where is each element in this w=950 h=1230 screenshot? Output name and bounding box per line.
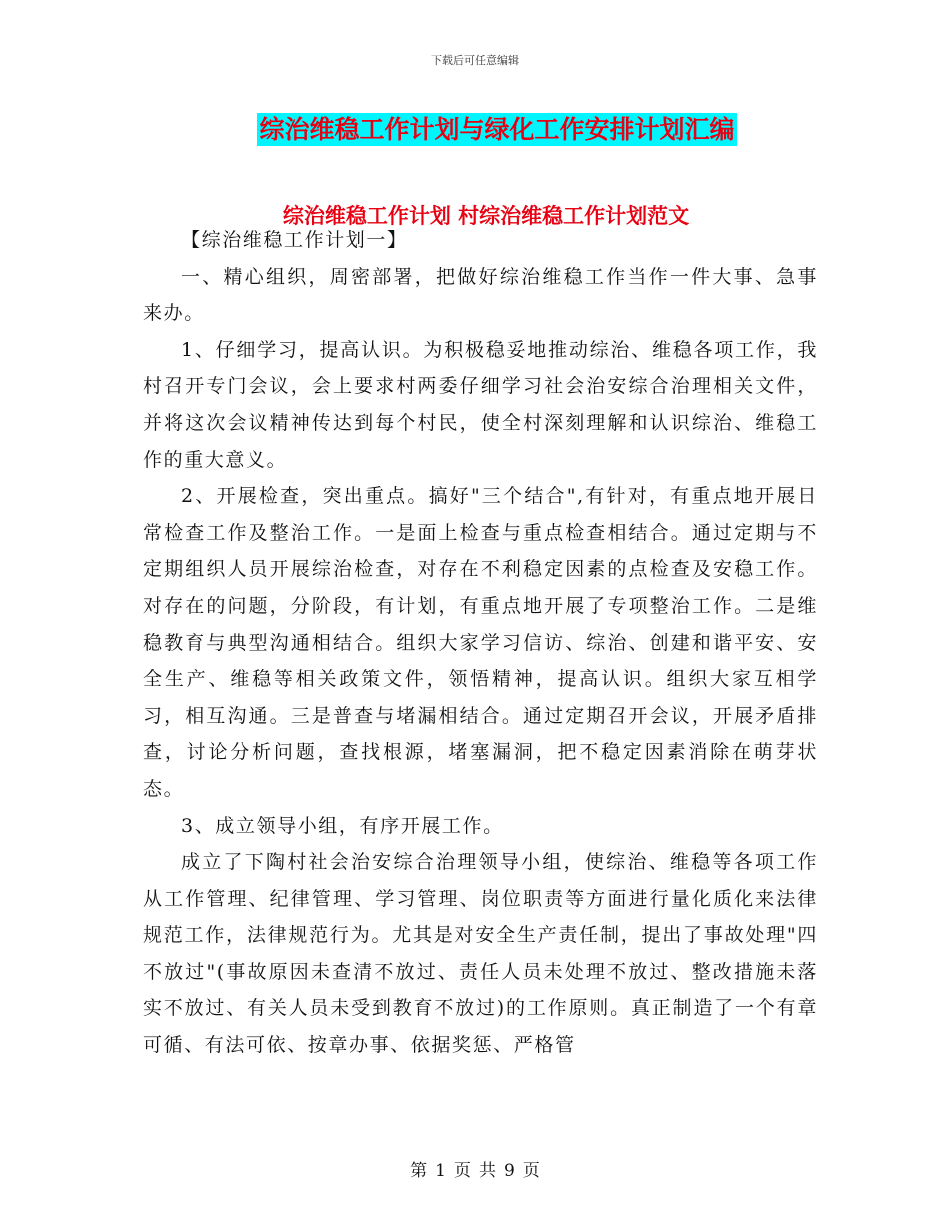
footer-total-prefix: 共 [479,1161,496,1181]
paragraph-2: 1、仔细学习，提高认识。为积极稳妥地推动综治、维稳各项工作，我村召开专门会议，会上要求村两委仔细学习社会治安综合治理相关文件，并将这次会议精神传达到每个村民，使全村深刻理解和认识综治、维稳工作的重大意义。 [143,338,818,471]
document-body [143,222,818,1064]
paragraph-5: 成立了下陶村社会治安综合治理领导小组，使综治、维稳等各项工作从工作管理、纪律管理、学习管理、岗位职责等方面进行量化质化来法律规范工作，法律规范行为。尤其是对安全生产责任制，提出了事故处理"四不放过"(事故原因未查清不放过、责任人员未处理不放过、整改措施未落实不放过、有关人员未受到教育不放过)的工作原则。真正制造了一个有章可循、有法可依、按章办事、依据奖惩、严格管 [143,851,818,1057]
header-note: 下载后可任意编辑 [431,54,519,67]
page-footer [0,1156,950,1181]
paragraph-1: 一、精心组织，周密部署，把做好综治维稳工作当作一件大事、急事来办。 [143,265,818,325]
document-title-container [0,113,950,146]
document-title: 综治维稳工作计划与绿化工作安排计划汇编 [259,115,735,144]
footer-page-mid: 页 [454,1161,471,1181]
footer-total-pages: 9 [504,1161,515,1181]
footer-page-prefix: 第 [410,1161,428,1181]
paragraph-3: 2、开展检查，突出重点。搞好"三个结合",有针对，有重点地开展日常检查工作及整治工作。一是面上检查与重点检查相结合。通过定期与不定期组织人员开展综治检查，对存在不利稳定因素的点检查及安稳工作。对存在的问题，分阶段，有计划，有重点地开展了专项整治工作。二是维稳教育与典型沟通相结合。组织大家学习信访、综治、创建和谐平安、安全生产、维稳等相关政策文件，领悟精神，提高认识。组织大家互相学习，相互沟通。三是普查与堵漏相结合。通过定期召开会议，开展矛盾排查，讨论分析问题，查找根源，堵塞漏洞，把不稳定因素消除在萌芽状态。 [143,485,818,800]
section-title: 综治维稳工作计划 村综治维稳工作计划范文 [282,204,690,228]
plan-heading: 【综治维稳工作计划一】 [181,229,408,251]
footer-page-number: 1 [435,1161,446,1181]
footer-total-suffix: 页 [522,1161,540,1181]
paragraph-4: 3、成立领导小组，有序开展工作。 [181,814,504,837]
